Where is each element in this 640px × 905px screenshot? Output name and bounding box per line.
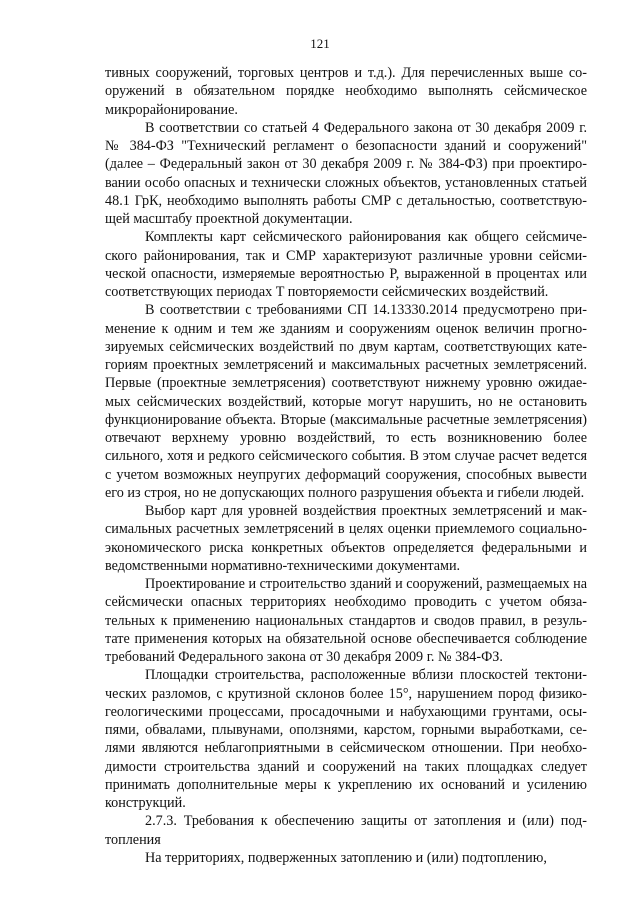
paragraph-federal-law: В соответствии со статьей 4 Федерального закона от 30 декабря 2009 г. № 384-ФЗ "Технический регламент о безопасности зданий и сооружений" (далее – Федеральный закон от 30 декабря 2009 г. № 384-ФЗ) при проектировании особо опасных и технически сложных объектов, установленных статьей 48.1 ГрК, необходимо выполнять работы СМР с детальностью, соответствующей масштабу проектной документации. [105,119,587,227]
paragraph-flood-territories: На территориях, подверженных затоплению и (или) подтоплению, [145,849,547,866]
paragraph-map-selection: Выбор карт для уровней воздействия проектных землетрясений и максимальных расчетных землетрясений в целях оценки приемлемого социально-экономического риска конкретных объектов определяется федеральными и ведомственными нормативно-техническими документами. [105,503,587,574]
page-number: 121 [310,36,330,51]
paragraph-design-construction: Проектирование и строительство зданий и сооружений, размещаемых на сейсмически опасных территориях необходимо проводить с учетом обязательных к применению национальных стандартов и сводов правил, в результате применения которых на обязательной основе обеспечивается соблюдение требований Федерального закона от 30 декабря 2009 г. № 384-ФЗ. [105,576,587,665]
paragraph-sp-requirements: В соответствии с требованиями СП 14.13330.2014 предусмотрено применение к одним и тем же зданиям и сооружениям оценок величин прогнозируемых сейсмических воздействий по двум картам, соответствующих категориям проектных землетрясений и максимальных расчетных землетрясений. Первые (проектные землетрясения) соответствуют нижнему уровню ожидаемых сейсмических воздействий, которые могут нарушить, но не остановить функционирование объекта. Вторые (максимальные расчетные землетрясения) отвечают верхнему уровню воздействий, то есть возникновению более сильного, хотя и редкого сейсмического события. В этом случае расчет ведется с учетом возможных неупругих деформаций сооружения, способных вывести его из строя, но не допускающих полного разрушения объекта и гибели людей. [105,302,587,501]
section-heading-flood-protection: 2.7.3. Требования к обеспечению защиты от затопления и (или) подтопления [105,813,587,848]
paragraph-construction-sites: Площадки строительства, расположенные вблизи плоскостей тектонических разломов, с крутизной склонов более 15°, нарушением пород физико-геологическими процессами, просадочными и набухающими грунтами, осыпями, обвалами, плывунами, оползнями, карстом, горными выработками, селями являются неблагоприятными в сейсмическом отношении. При необходимости строительства зданий и сооружений на таких площадках следует принимать дополнительные меры к укреплению их оснований и усилению конструкций. [105,667,587,811]
paragraph-map-sets: Комплекты карт сейсмического районирования как общего сейсмического районирования, так и СМР характеризуют различные уровни сейсмической опасности, измеряемые вероятностью P, выраженной в процентах или соответствующих периодах T повторяемости сейсмических воздействий. [105,229,587,300]
body-text [105,64,587,867]
paragraph-continuation: тивных сооружений, торговых центров и т.д.). Для перечисленных выше сооружений в обязательном порядке необходимо выполнять сейсмическое микрорайонирование. [105,65,587,118]
